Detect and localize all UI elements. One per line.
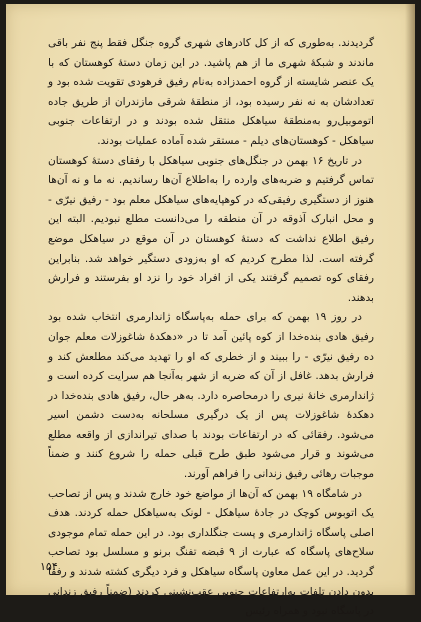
paragraph-2: در تاریخ ۱۶ بهمن در جنگل‌های جنوبی سیاهکل با رفقای دستهٔ کوهستان تماس گرفتیم و ضربه‌های وارده را به‌اطلاع آن‌ها رساندیم. نه ما و نه آن‌ها هنوز از دستگیری رفیقی‌که در کوهپایه‌های سیاهکل معلم بود - رفیق نیرّی - و محل انبارک آذوقه در آن منطقه را می‌دانست مطلع نبودیم. البته این رفیق اطلاع نداشت که دستهٔ کوهستان در آن موقع در سیاهکل موضع گرفته است. لذا مطرح کردیم که او به‌زودی دستگیر خواهد شد. بنابراین رفقای کوه تصمیم گرفتند یکی از افراد خود را نزد او بفرستند و فرارش بدهند.: [48, 154, 374, 304]
paragraph-3: در روز ۱۹ بهمن که برای حمله به‌پاسگاه ژاندارمری انتخاب شده بود رفیق هادی بنده‌خدا از کوه پائین آمد تا در «دهکدهٔ شاغوزلات معلم جوان ده رفیق نیرّی - را ببیند و از خطری که او را تهدید می‌کند مطلعش کند و فرارش بدهد. غافل از آن که ضربه از شهر به‌آنجا هم سرایت کرده است و ژاندارمری خانهٔ نیری را درمحاصره دارد. به‌هر حال، رفیق هادی بنده‌خدا در دهکدهٔ شاغوزلات پس از یک درگیری مسلحانه به‌دست دشمن اسیر می‌شود. رفقائی که در ارتفاعات بودند با صدای تیراندازی از واقعه مطلع می‌شوند و قرار می‌شود طبق طرح قبلی حمله را شروع کنند و ضمناً موجبات رهائی رفیق زندانی را فراهم آورند.: [48, 311, 374, 481]
paragraph-1: گردیدند. به‌طوری که از کل کادرهای شهری گروه جنگل فقط پنج نفر باقی ماندند و شبکهٔ شهری ما از هم پاشید. در این زمان دستهٔ کوهستان که با یک عنصر شایسته از گروه احمدزاده به‌نام رفیق فرهودی تقویت شده بود و تعدادشان به نه نفر رسیده بود، از منطقهٔ شرقی مازندران از طریق جاده اتوموبیل‌رو به‌منطقهٔ سیاهکل منتقل شده بودند و در ارتفاعات جنوبی سیاهکل - کوهستان‌های دیلم - مستقر شده آماده عملیات بودند.: [48, 37, 374, 147]
page-number: ۱۵۴: [40, 560, 58, 573]
paragraph-4: در شامگاه ۱۹ بهمن که آن‌ها از مواضع خود خارج شدند و پس از تصاحب یک اتوبوس کوچک در جادهٔ سیاهکل - لونک به‌سیاهکل حمله کردند. هدف اصلی پاسگاه ژاندارمری و پست جنگلداری بود. در این حمله تمام موجودی سلاح‌های پاسگاه که عبارت از ۹ قبضه تفنگ برنو و مسلسل بود تصاحب گردید. در این عمل معاون پاسگاه سیاهکل و فرد دیگری کشته شدند و رفقا بدون دادن تلفات به‌ارتفاعات جنوبی عقب‌نشینی کردند (ضمناً رفیق زندانی در پاسگاه نبود و همراه رئیس: [48, 487, 375, 618]
book-page: [6, 4, 415, 618]
page-body-text: [48, 34, 374, 622]
